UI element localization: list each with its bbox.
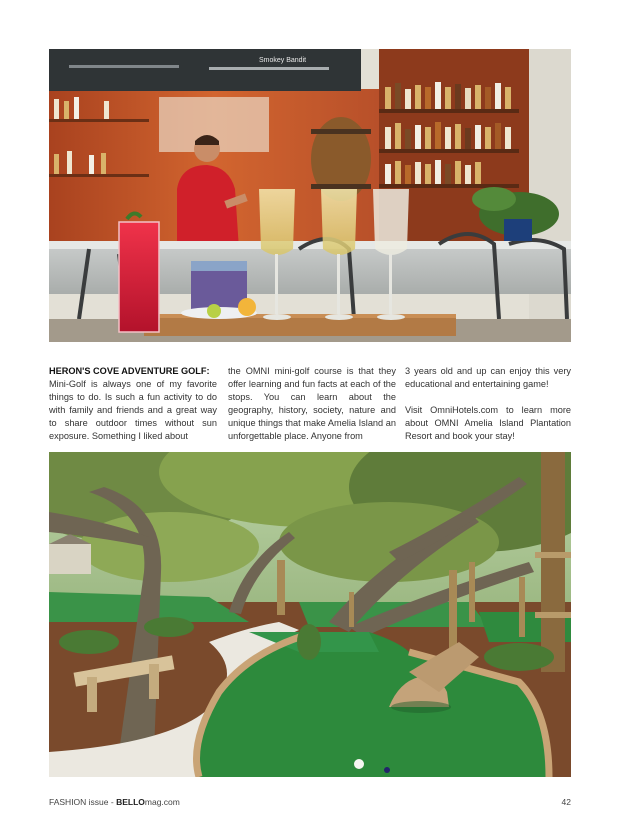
magazine-footer	[49, 797, 180, 807]
article-text-col2: the OMNI mini-golf course is that they offer learning and fun facts at each of the stops. You can learn about the geography, history, society, nature and unique things that make Amelia Island an unforgettable place. Anyone from	[228, 366, 396, 441]
article-heading: HERON'S COVE ADVENTURE GOLF:	[49, 366, 210, 376]
blue-cocktail-glass	[181, 261, 257, 319]
article-column-3	[405, 365, 571, 443]
footer-issue: FASHION issue -	[49, 797, 117, 807]
article-text-col1: Mini-Golf is always one of my favorite things to do. Is such a fun activity to do with family and friends and a great way to share outdoor times without sun exposure. Something I liked about	[49, 379, 217, 441]
article-column-2	[228, 365, 396, 443]
footer-domain: mag.com	[144, 797, 180, 807]
page-number: 42	[561, 797, 571, 807]
red-cocktail-glass	[119, 213, 159, 332]
mini-golf-photo	[49, 452, 571, 777]
bar-drinks-photo	[49, 49, 571, 342]
menu-board-heading: Smokey Bandit	[259, 57, 307, 64]
article-text-col3-para1: 3 years old and up can enjoy this very educational and entertaining game!	[405, 366, 571, 389]
footer-brand: BELLO	[116, 797, 145, 807]
article-column-1	[49, 365, 217, 443]
article-text-col3-para2: Visit OmniHotels.com to learn more about OMNI Amelia Island Plantation Resort and book your stay!	[405, 405, 571, 441]
